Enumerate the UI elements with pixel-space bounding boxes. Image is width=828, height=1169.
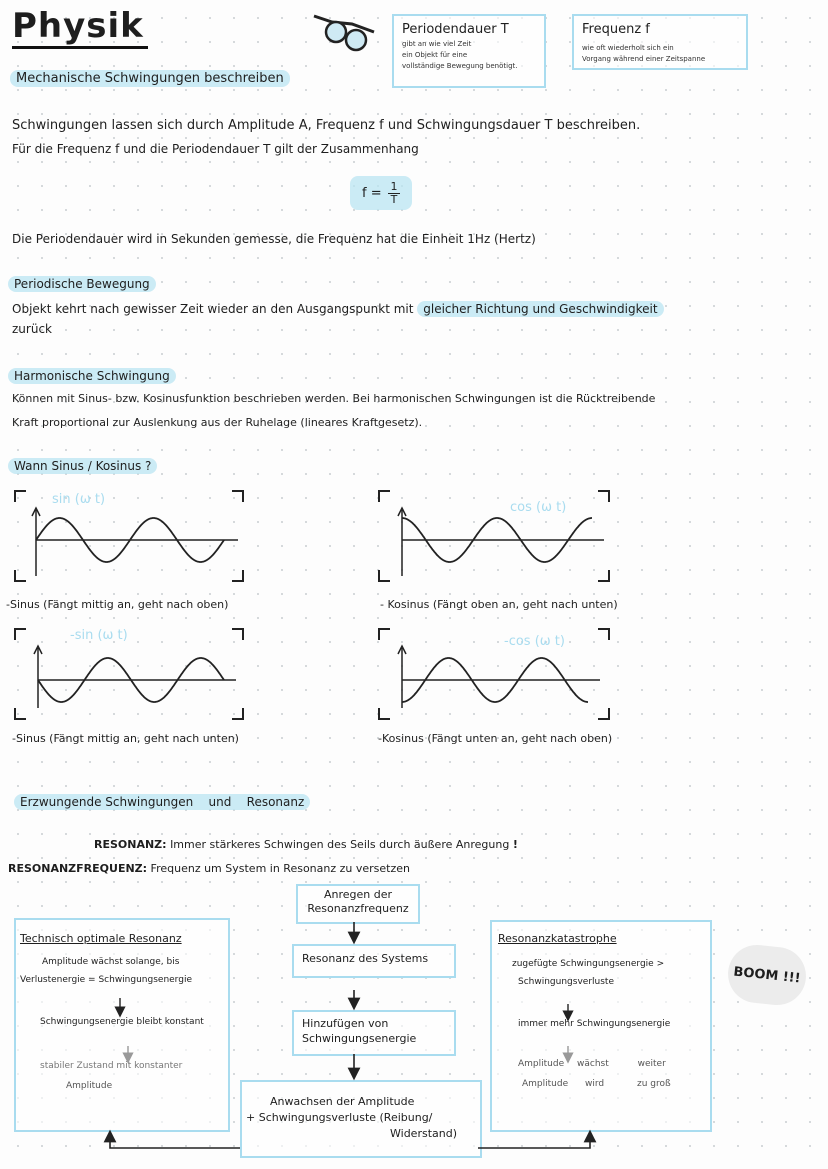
left-line4: stabiler Zustand mit konstanter xyxy=(40,1061,183,1071)
periodic-text-highlight: gleicher Richtung und Geschwindigkeit xyxy=(417,301,663,317)
resonanz-label: RESONANZ: xyxy=(94,838,167,851)
boom-cloud: BOOM !!! xyxy=(725,942,809,1008)
flow-box4-line2: + Schwingungsverluste (Reibung/ xyxy=(246,1111,433,1124)
plot-sin-caption: -Sinus (Fängt mittig an, geht nach oben) xyxy=(6,598,229,611)
arrow-to-right-box xyxy=(478,1136,590,1148)
formula-numerator: 1 xyxy=(390,179,398,193)
intro-line3: Die Periodendauer wird in Sekunden gemesse, die Frequenz hat die Einheit 1Hz (Hertz) xyxy=(12,232,536,246)
right-line3: immer mehr Schwingungsenergie xyxy=(518,1019,671,1029)
periodic-text-post: zurück xyxy=(12,322,52,336)
harmonic-line1: Können mit Sinus- bzw. Kosinusfunktion beschrieben werden. Bei harmonischen Schwingungen ist die Rücktreibende xyxy=(12,392,656,405)
flow-box1-line2: Resonanzfrequenz xyxy=(307,902,409,915)
harmonic-heading: Harmonische Schwingung xyxy=(8,368,176,384)
flow-box4-line1: Anwachsen der Amplitude xyxy=(270,1095,415,1108)
frequenz-title: Frequenz f xyxy=(582,22,650,37)
intro-line2: Für die Frequenz f und die Periodendauer T gilt der Zusammenhang xyxy=(12,142,419,156)
intro-line1: Schwingungen lassen sich durch Amplitude A, Frequenz f und Schwingungsdauer T beschreiben. xyxy=(12,118,641,133)
flow-box-resonanz: Resonanz des Systems xyxy=(292,944,456,978)
flow-box3-line1: Hinzufügen von xyxy=(302,1017,389,1030)
frequenz-line1: wie oft wiederholt sich ein xyxy=(582,44,674,52)
forced-heading-a: Erzwungende Schwingungen xyxy=(20,795,194,809)
formula-lhs: f = xyxy=(362,185,382,201)
frequenz-line2: Vorgang während einer Zeitspanne xyxy=(582,55,706,63)
plot-neg-cos-label: -cos (ω t) xyxy=(504,634,565,649)
plot-cos-label: cos (ω t) xyxy=(510,500,567,515)
flow-box1-line1: Anregen der xyxy=(323,888,393,901)
resonanz-excl: ! xyxy=(512,838,518,851)
arrow-to-left-box xyxy=(110,1136,240,1148)
right-title: Resonanzkatastrophe xyxy=(498,932,617,945)
left-line5: Amplitude xyxy=(66,1081,113,1091)
periodic-text-pre: Objekt kehrt nach gewisser Zeit wieder an den Ausgangspunkt mit xyxy=(12,302,414,316)
periodic-heading: Periodische Bewegung xyxy=(8,276,156,292)
right-line2: Schwingungsverluste xyxy=(518,977,614,987)
plot-cos-caption: - Kosinus (Fängt oben an, geht nach unten) xyxy=(380,598,618,611)
harmonic-line2: Kraft proportional zur Auslenkung aus der Ruhelage (lineares Kraftgesetz). xyxy=(12,416,423,429)
periode-line3: vollständige Bewegung benötigt. xyxy=(402,62,518,70)
right-line5c: zu groß xyxy=(637,1079,671,1089)
left-title: Technisch optimale Resonanz xyxy=(20,932,182,945)
resonanz-text: Immer stärkeres Schwingen des Seils durch äußere Anregung xyxy=(170,838,510,851)
plot-neg-cos-caption: -Kosinus (Fängt unten an, geht nach oben) xyxy=(378,732,613,745)
flow-box3-line2: Schwingungsenergie xyxy=(302,1032,417,1045)
plot-neg-sin-label: -sin (ω t) xyxy=(70,628,128,643)
page-title: Physik xyxy=(12,6,148,49)
periode-line2: ein Objekt für eine xyxy=(402,51,468,59)
plot-neg-sin-caption: -Sinus (Fängt mittig an, geht nach unten) xyxy=(12,732,239,745)
right-line4b: wächst xyxy=(577,1059,609,1069)
forced-heading-c: Resonanz xyxy=(246,795,305,809)
periode-line1: gibt an wie viel Zeit xyxy=(402,40,472,48)
periode-title: Periodendauer T xyxy=(402,22,509,37)
flow-box4-line3: Widerstand) xyxy=(390,1127,457,1140)
forced-heading-b: und xyxy=(208,795,232,809)
plot-sin-label: sin (ω t) xyxy=(52,492,106,507)
wann-heading: Wann Sinus / Kosinus ? xyxy=(8,458,157,474)
resfreq-label: RESONANZFREQUENZ: xyxy=(8,862,148,875)
resfreq-text: Frequenz um System in Resonanz zu versetzen xyxy=(150,862,411,875)
right-line5a: Amplitude xyxy=(522,1079,569,1089)
left-line1: Amplitude wächst solange, bis xyxy=(42,957,180,967)
right-line4a: Amplitude xyxy=(518,1059,565,1069)
section-heading-mechanische: Mechanische Schwingungen beschreiben xyxy=(10,70,290,87)
right-line5b: wird xyxy=(585,1079,605,1089)
left-line3: Schwingungsenergie bleibt konstant xyxy=(40,1017,204,1027)
left-line2: Verlustenergie = Schwingungsenergie xyxy=(20,975,192,985)
formula-denominator: T xyxy=(388,193,401,206)
right-line4c: weiter xyxy=(637,1059,666,1069)
right-line1: zugefügte Schwingungsenergie > xyxy=(512,959,665,969)
